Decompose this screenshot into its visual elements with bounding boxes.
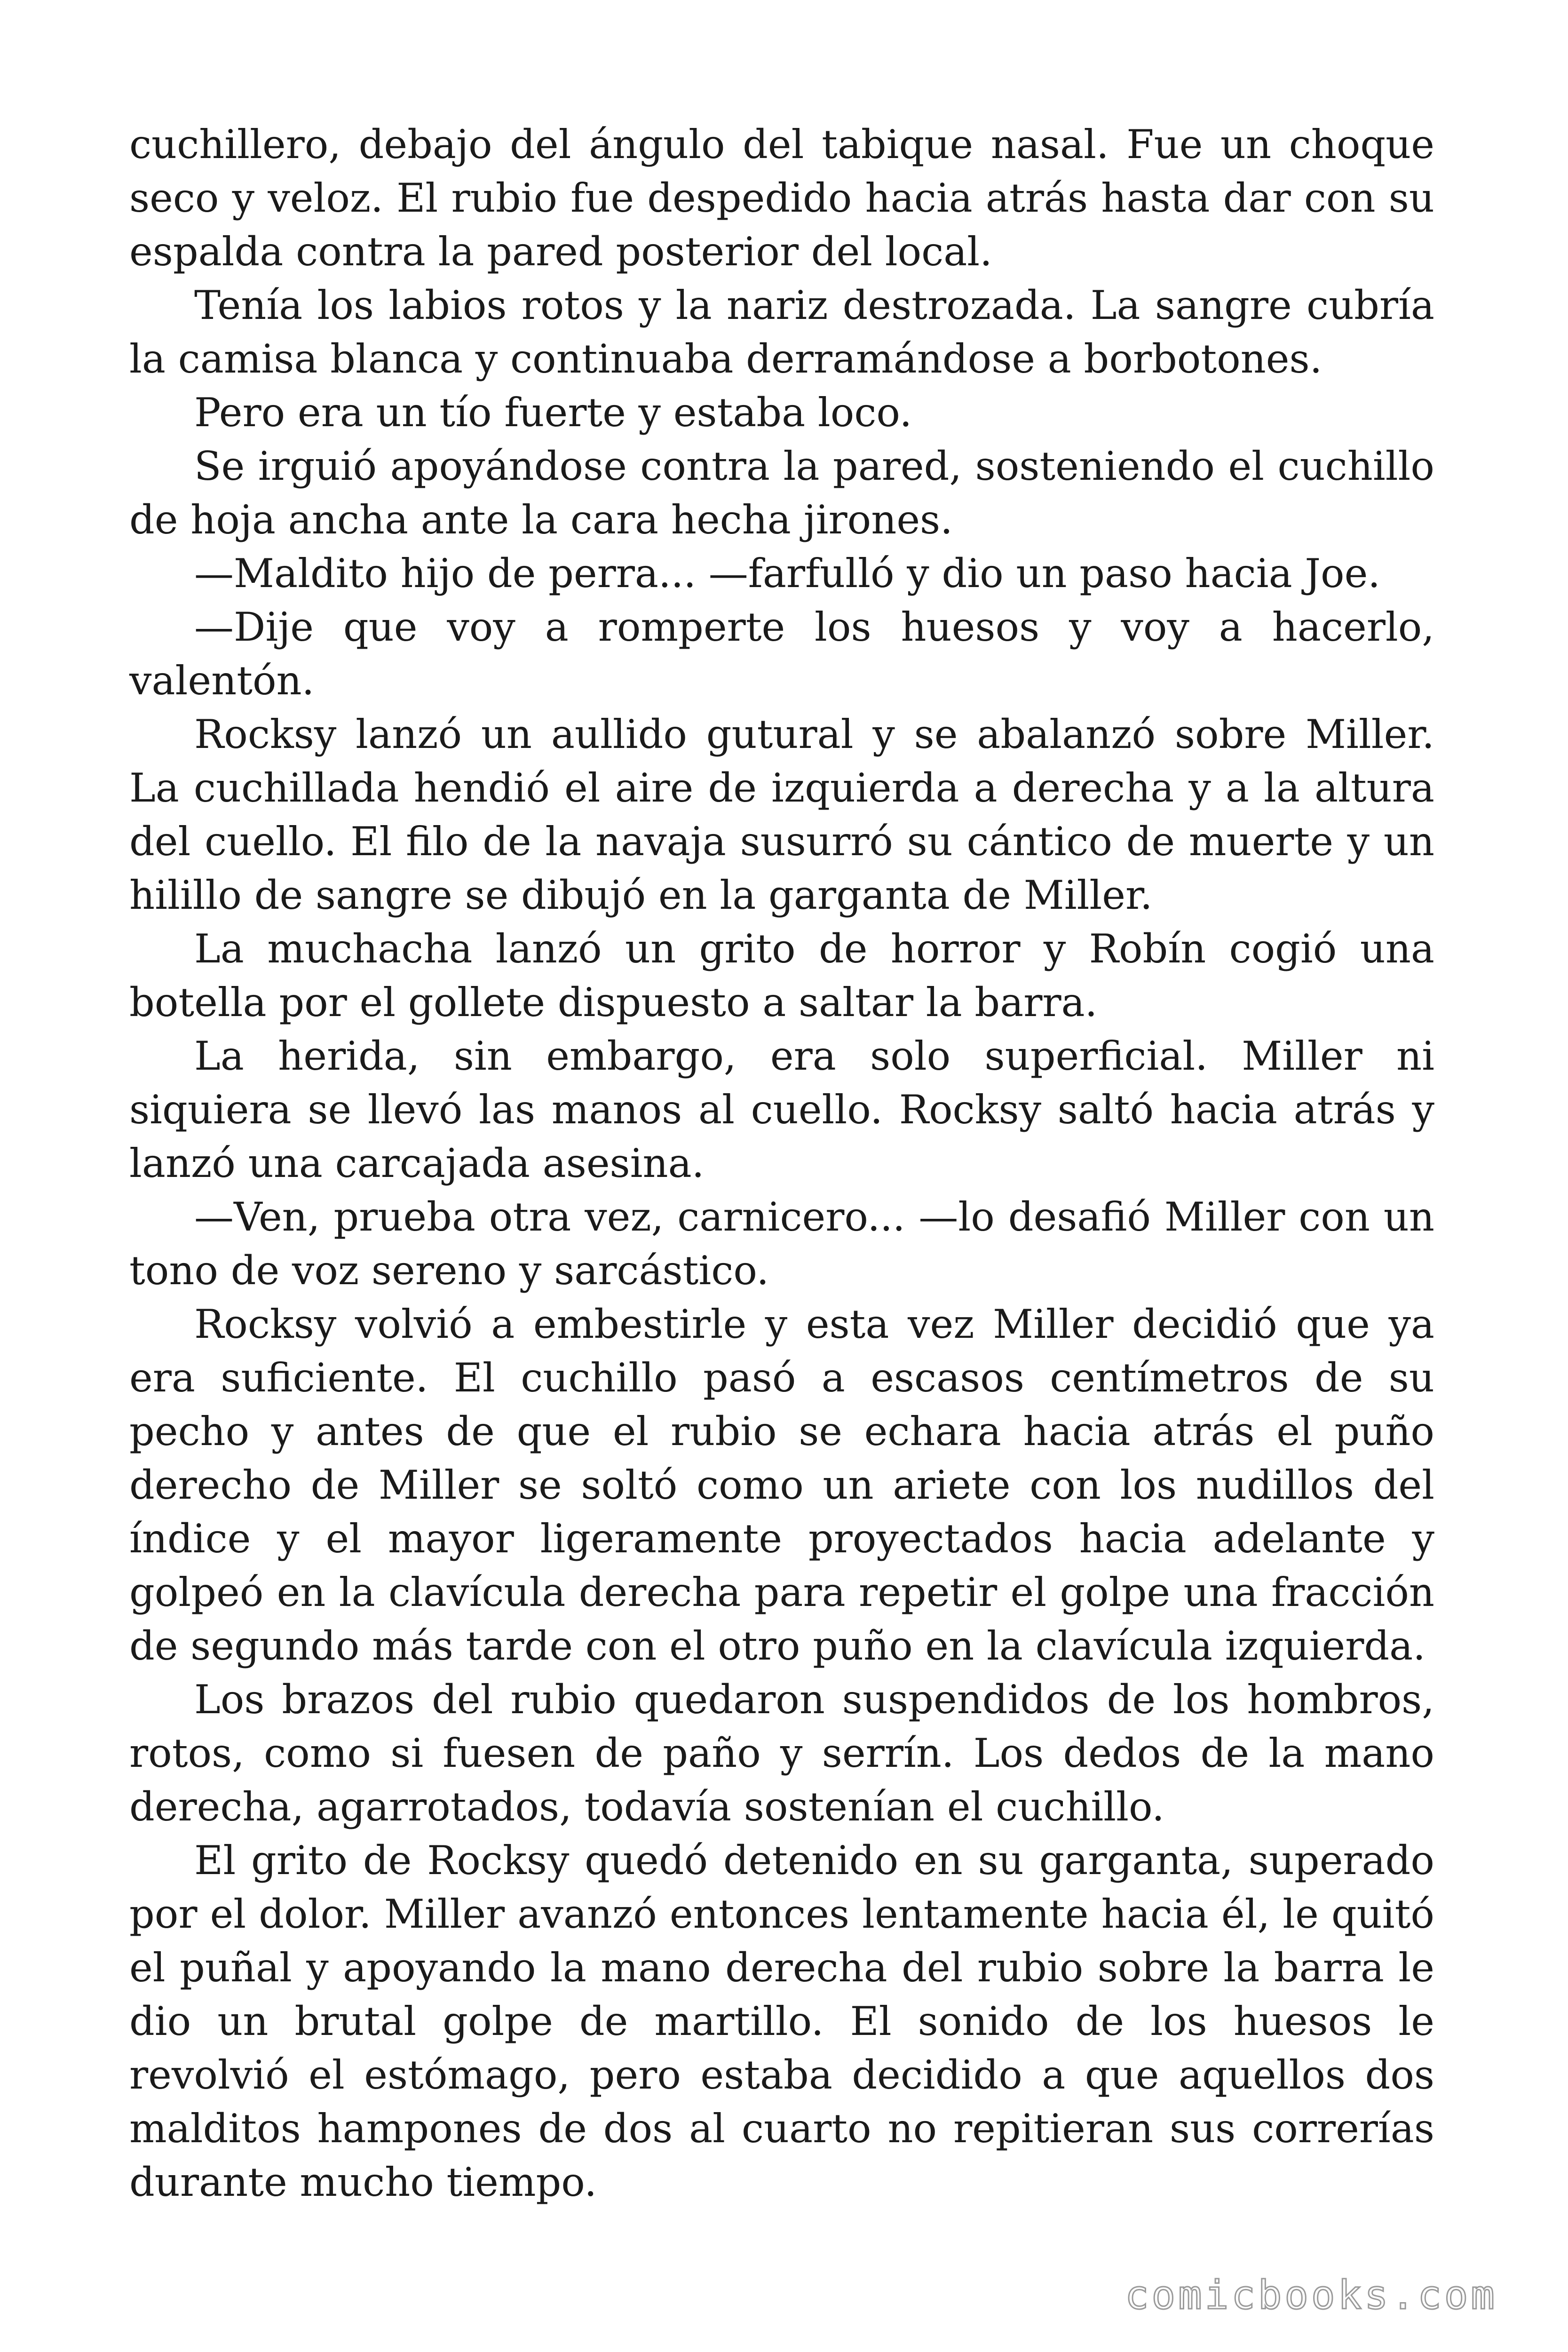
paragraph: El grito de Rocksy quedó detenido en su garganta, superado por el dolor. Miller avanzó entonces lentamente hacia él, le quitó el puñal y apoyando la mano derecha del rubio sobre la barra le dio un brutal golpe de martillo. El sonido de los huesos le revolvió el estómago, pero estaba decidido a que aquellos dos malditos hampones de dos al cuarto no repitieran sus correrías durante mucho tiempo. [129,1837,1434,2205]
paragraph: Se irguió apoyándose contra la pared, sosteniendo el cuchillo de hoja ancha ante la cara hecha jirones. [129,443,1434,543]
dialogue-paragraph: —Maldito hijo de perra... —farfulló y dio un paso hacia Joe. [194,550,1381,596]
paragraph: Los brazos del rubio quedaron suspendidos de los hombros, rotos, como si fuesen de paño y serrín. Los dedos de la mano derecha, agarrotados, todavía sostenían el cuchillo. [129,1677,1434,1830]
dialogue-paragraph: —Ven, prueba otra vez, carnicero... —lo desafió Miller con un tono de voz sereno y sarcástico. [129,1194,1434,1294]
watermark: comicbooks.com [1125,2272,1497,2318]
body-text [129,118,1434,2209]
dialogue-paragraph: —Dije que voy a romperte los huesos y voy a hacerlo, valentón. [129,604,1434,704]
paragraph: Tenía los labios rotos y la nariz destrozada. La sangre cubría la camisa blanca y continuaba derramándose a borbotones. [129,282,1434,382]
paragraph: cuchillero, debajo del ángulo del tabique nasal. Fue un choque seco y veloz. El rubio fue despedido hacia atrás hasta dar con su espalda contra la pared posterior del local. [129,121,1434,275]
paragraph: Pero era un tío fuerte y estaba loco. [194,389,912,436]
paragraph: La herida, sin embargo, era solo superficial. Miller ni siquiera se llevó las manos al cuello. Rocksy saltó hacia atrás y lanzó una carcajada asesina. [129,1033,1434,1186]
paragraph: Rocksy lanzó un aullido gutural y se abalanzó sobre Miller. La cuchillada hendió el aire de izquierda a derecha y a la altura del cuello. El filo de la navaja susurró su cántico de muerte y un hilillo de sangre se dibujó en la garganta de Miller. [129,711,1434,918]
paragraph: Rocksy volvió a embestirle y esta vez Miller decidió que ya era suficiente. El cuchillo pasó a escasos centímetros de su pecho y antes de que el rubio se echara hacia atrás el puño derecho de Miller se soltó como un ariete con los nudillos del índice y el mayor ligeramente proyectados hacia adelante y golpeó en la clavícula derecha para repetir el golpe una fracción de segundo más tarde con el otro puño en la clavícula izquierda. [129,1301,1434,1669]
paragraph: La muchacha lanzó un grito de horror y Robín cogió una botella por el gollete dispuesto a saltar la barra. [129,926,1434,1025]
